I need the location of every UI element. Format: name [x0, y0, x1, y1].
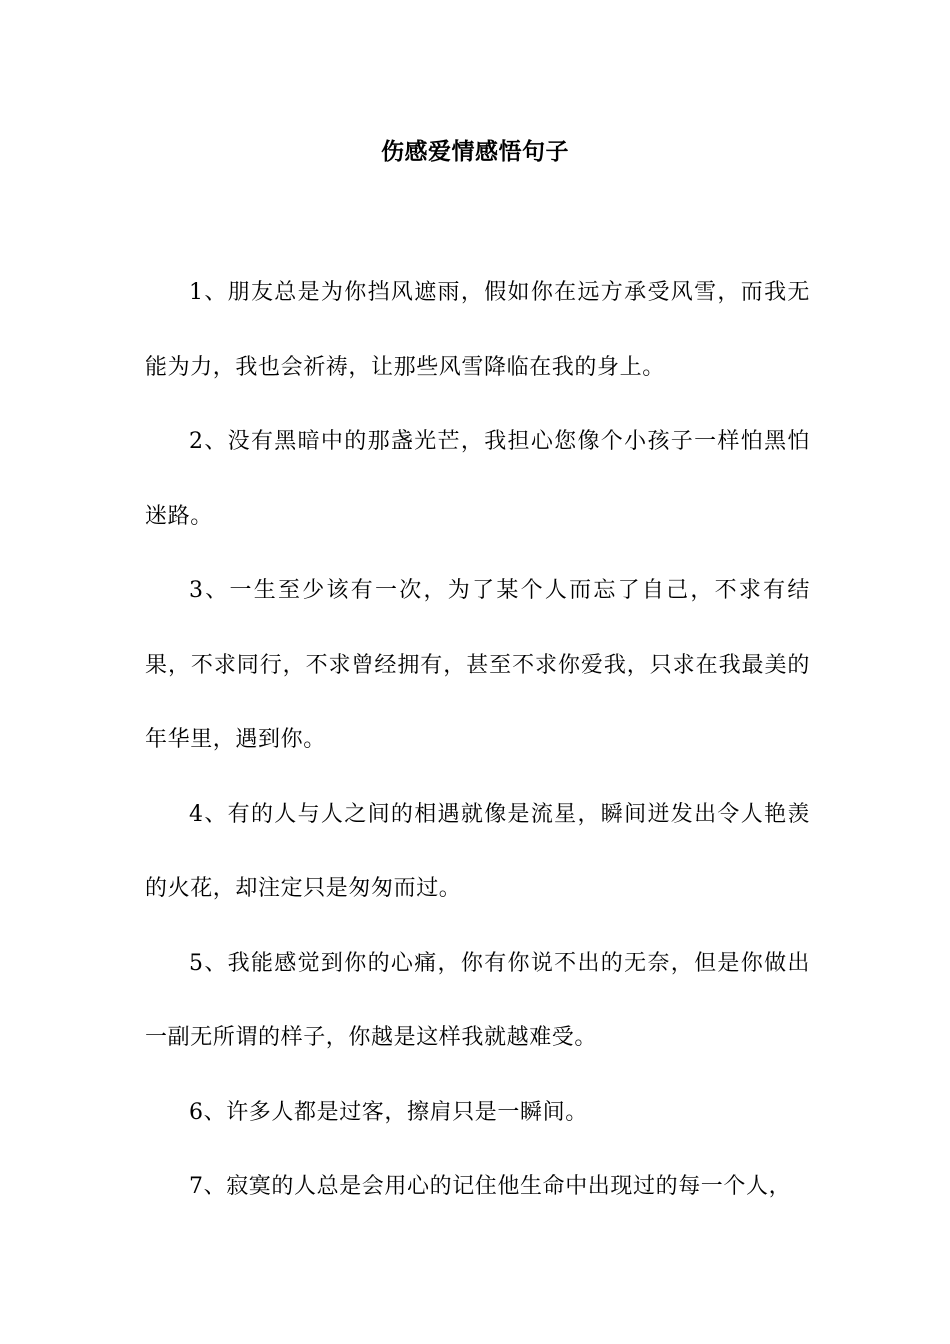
paragraph-7: 7、寂寞的人总是会用心的记住他生命中出现过的每一个人，: [189, 1174, 792, 1199]
paragraph-2: 2、没有黑暗中的那盏光芒，我担心您像个小孩子一样怕黑怕迷路。: [145, 429, 810, 529]
paragraph-3: 3、一生至少该有一次，为了某个人而忘了自己，不求有结果，不求同行，不求曾经拥有，甚至不求你爱我，只求在我最美的年华里，遇到你。: [145, 578, 810, 752]
document-title: 伤感爱情感悟句子: [381, 138, 569, 165]
paragraph-4: 4、有的人与人之间的相遇就像是流星，瞬间迸发出令人艳羡的火花，却注定只是匆匆而过。: [145, 801, 810, 901]
paragraph-1: 1、朋友总是为你挡风遮雨，假如你在远方承受风雪，而我无能为力，我也会祈祷，让那些风雪降临在我的身上。: [145, 280, 810, 380]
paragraph-5: 5、我能感觉到你的心痛，你有你说不出的无奈，但是你做出一副无所谓的样子，你越是这样我就越难受。: [145, 950, 810, 1050]
paragraph-6: 6、许多人都是过客，擦肩只是一瞬间。: [189, 1099, 588, 1125]
document-body: [145, 256, 810, 1225]
